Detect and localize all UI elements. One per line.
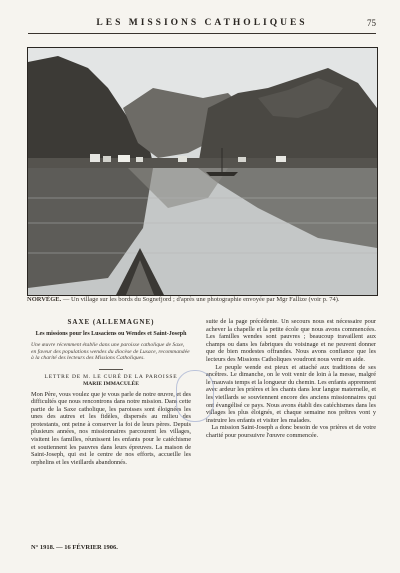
section-divider [99, 369, 123, 370]
library-stamp [176, 370, 214, 422]
issue-footer: N° 1918. — 16 FÉVRIER 1906. [31, 544, 118, 551]
paragraph-3: Le peuple wende est pieux et attaché aux traditions de ses ancêtres. Le dimanche, on le voit venir de loin à la messe, malgré le mauvais temps et la longueur du chemin. Les enfants apprennent avec ardeur les prières et les chants dans leur langue maternelle, et les vieillards se souviennent encore des anciens missionnaires qui ont évangélisé ce pays. Nous avons établi des catéchismes dans les villages les plus éloignés, et chaque semaine nos prêtres vont y instruire les enfants et visiter les malades. [206, 363, 376, 424]
caption-text: — Un village sur les bords du Sognefjord ; d'après une photographie envoyée par Mgr Fallize (voir p. 74). [62, 296, 340, 303]
running-head [28, 18, 376, 32]
letter-subheading: MARIE IMMACULÉE [83, 380, 139, 387]
page-number: 75 [367, 18, 376, 28]
journal-title: LES MISSIONS CATHOLIQUES [96, 18, 308, 28]
paragraph-4: La mission Saint-Joseph a donc besoin de vos prières et de votre charité pour poursuivre l'œuvre commencée. [206, 424, 376, 439]
header-rule [28, 33, 376, 34]
caption-label: NORVÈGE. [27, 296, 62, 303]
article-intro: Une œuvre récemment établie dans une paroisse catholique de Saxe, en faveur des populations wendes du diocèse de Lusace, recommandée à la charité des lecteurs des Missions Catholiques. [31, 342, 190, 361]
article-subtitle: Les missions pour les Lusaciens ou Wendes et Saint-Joseph [35, 331, 187, 337]
left-column [31, 318, 191, 533]
right-column-text [206, 318, 376, 548]
right-column [206, 318, 376, 548]
fjord-photograph [27, 47, 378, 296]
fjord-engraving [28, 48, 377, 295]
letter-heading: LETTRE DE M. LE CURÉ DE LA PAROISSE [44, 373, 178, 380]
figure-caption [27, 296, 376, 306]
article-title: SAXE (ALLEMAGNE) [67, 318, 155, 326]
paragraph-2: suite de la page précédente. Un secours nous est nécessaire pour achever la chapelle et la petite école que nous avons commencées. Les familles wendes sont pauvres ; beaucoup travaillent aux champs ou dans les fabriques du voisinage et ne peuvent donner que de bien modestes offrandes. Nous avons confiance que les lecteurs des Missions Catholiques voudront nous venir en aide. [206, 318, 376, 363]
paragraph-1: Mon Père, vous voulez que je vous parle de notre œuvre, et des difficultés que nous rencontrons dans notre mission. Dans cette partie de la Saxe catholique, les paroisses sont éloignées les unes des autres et les fidèles, dispersés au milieu des protestants, ont peine à conserver la foi de leurs pères. Depuis plusieurs années, nos missionnaires parcourent les villages, visitent les familles, réunissent les enfants pour le catéchisme et soutiennent les pauvres dans leurs épreuves. La maison de Saint-Joseph, qui est le centre de nos efforts, accueille les orphelins et les vieillards abandonnés. [31, 390, 191, 466]
